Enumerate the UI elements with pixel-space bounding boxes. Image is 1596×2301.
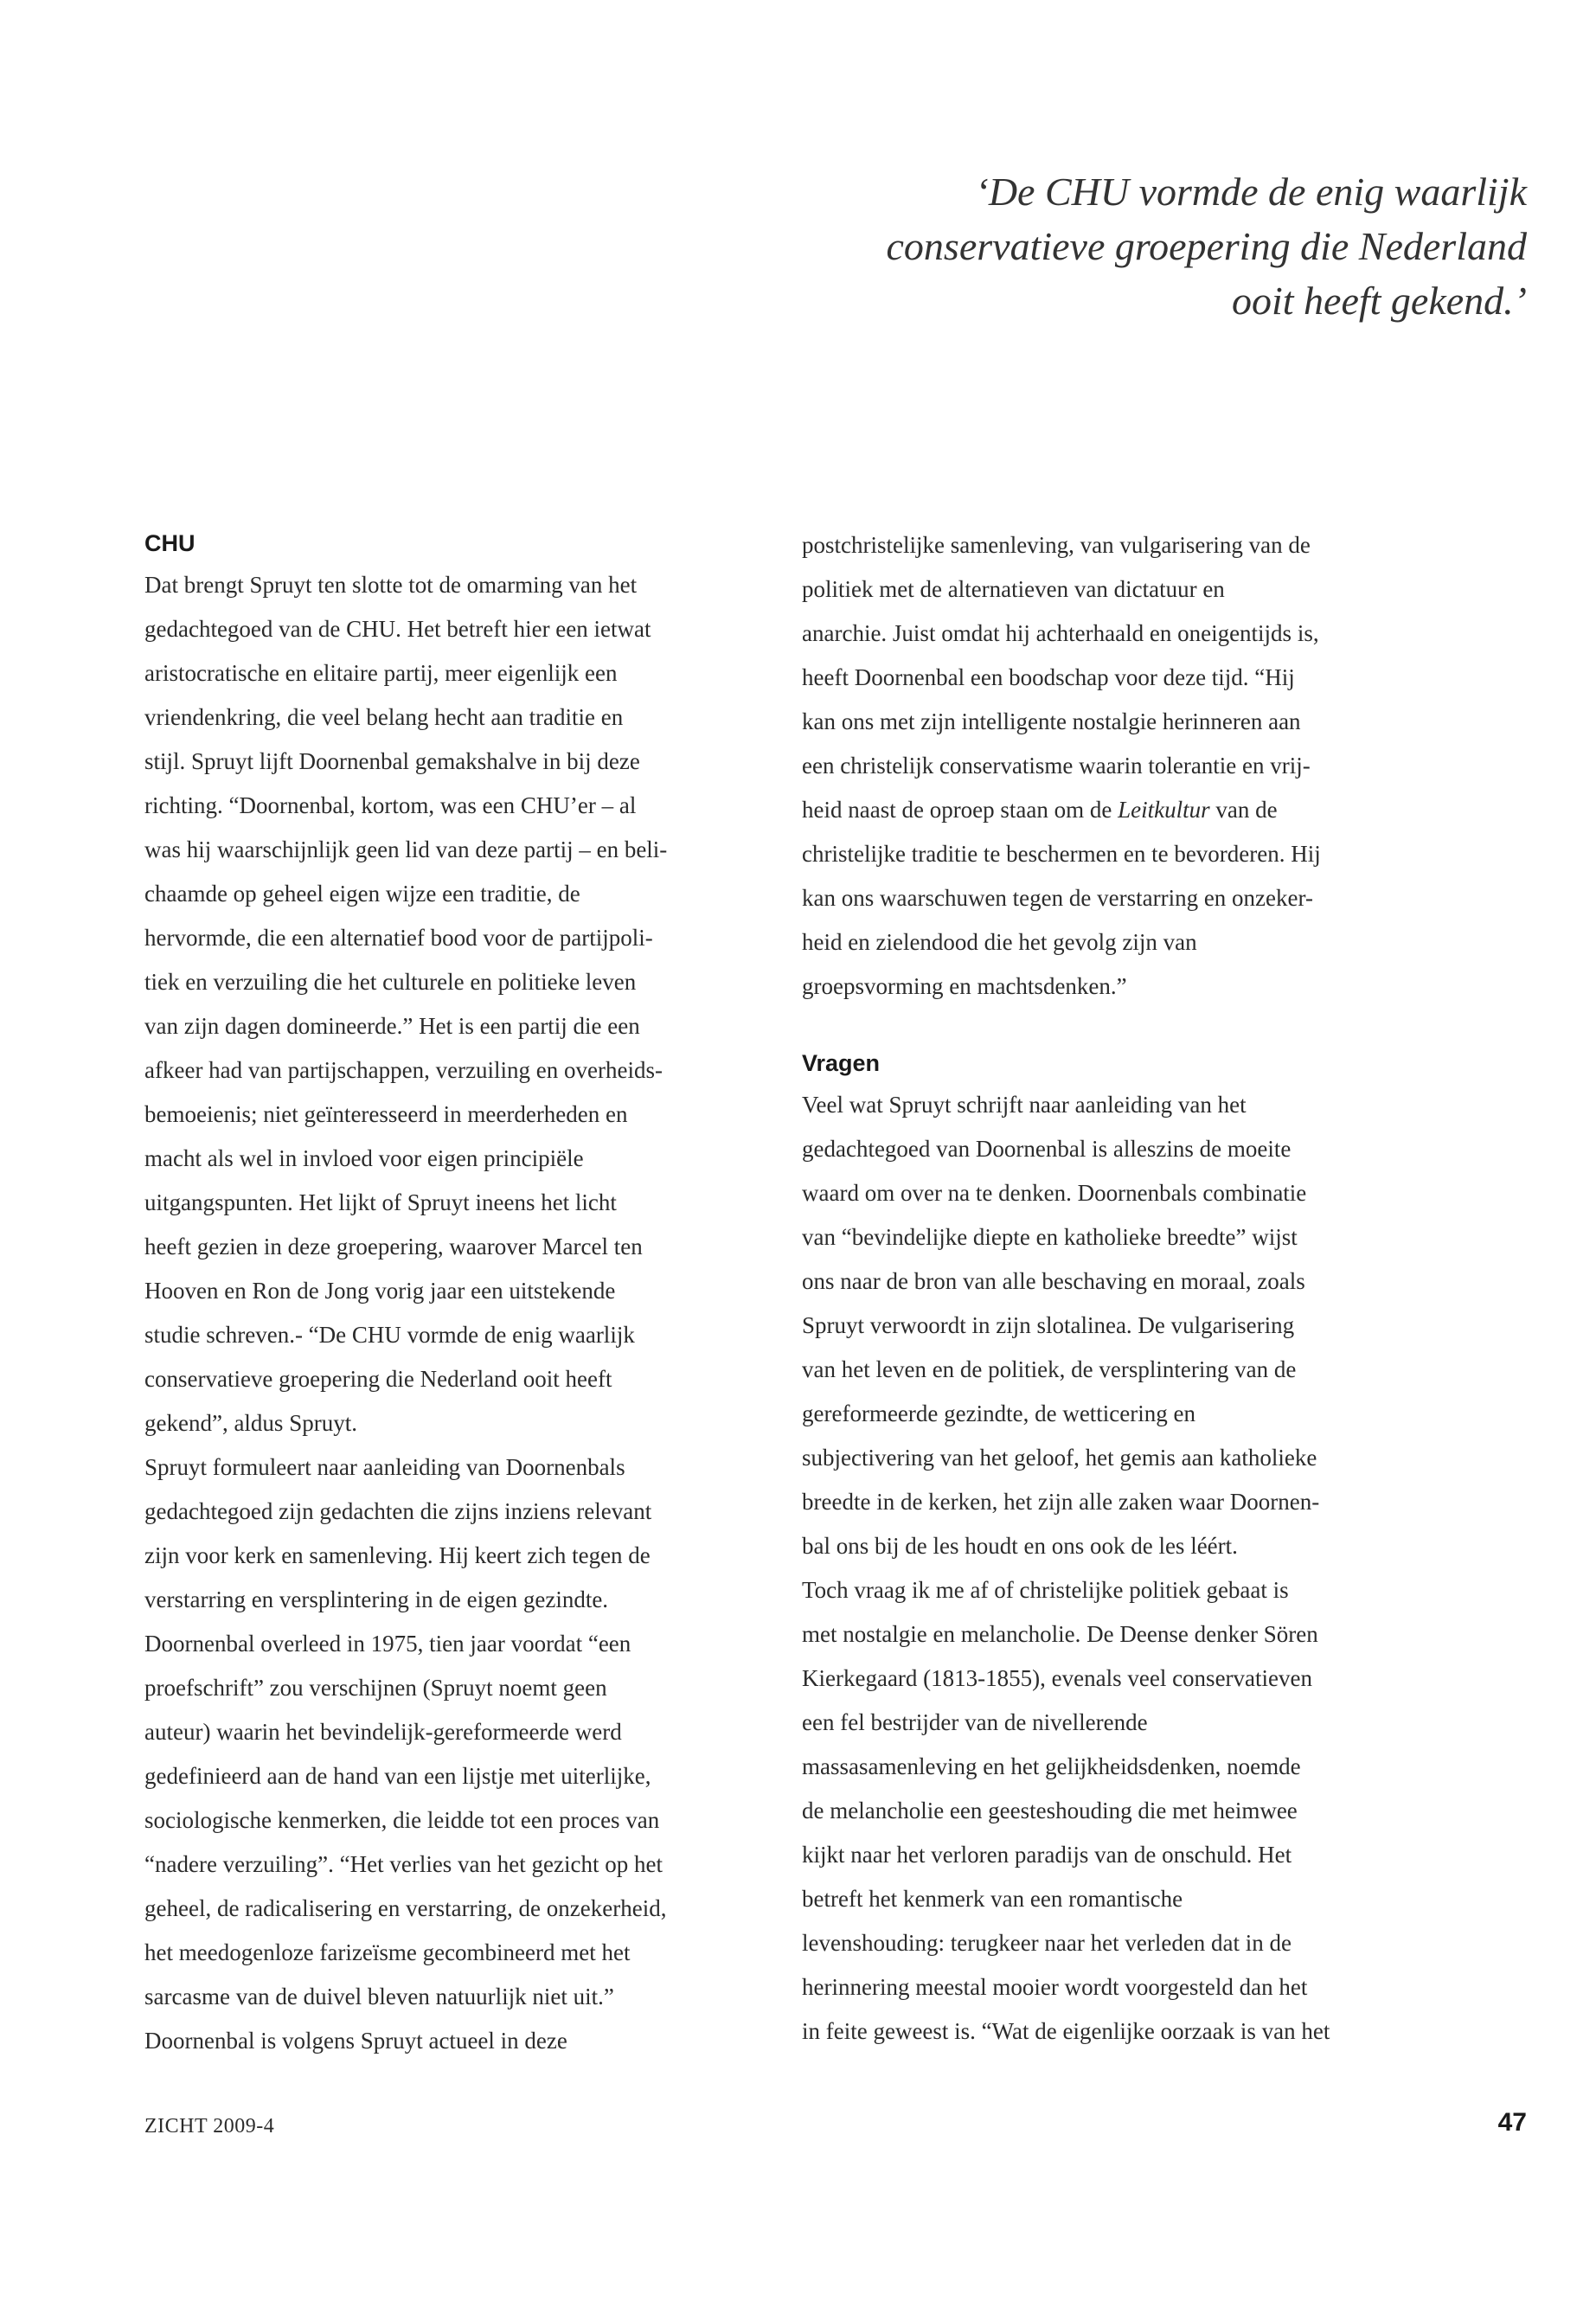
- section-heading-vragen: Vragen: [802, 1050, 881, 1076]
- text-line: een fel bestrijder van de nivellerende: [802, 1709, 1148, 1735]
- text-fragment: van de: [1209, 797, 1278, 823]
- text-line: Veel wat Spruyt schrijft naar aanleiding van het: [802, 1092, 1247, 1118]
- text-line: heeft gezien in deze groepering, waarover Marcel ten: [144, 1234, 643, 1259]
- text-line: Doornenbal is volgens Spruyt actueel in deze: [144, 2028, 567, 2054]
- pull-quote-line: ooit heeft gekend.’: [1231, 279, 1527, 323]
- text-fragment: heid naast de oproep staan om de: [802, 797, 1118, 823]
- text-line: uitgangspunten. Het lijkt of Spruyt ineens het licht: [144, 1189, 617, 1215]
- text-line: Doornenbal overleed in 1975, tien jaar voordat “een: [144, 1631, 631, 1657]
- text-line: Hooven en Ron de Jong vorig jaar een uitstekende: [144, 1278, 616, 1304]
- text-line: ons naar de bron van alle beschaving en moraal, zoals: [802, 1268, 1305, 1294]
- text-line: gedachtegoed zijn gedachten die zijns inziens relevant: [144, 1498, 652, 1524]
- text-line: studie schreven.- “De CHU vormde de enig waarlijk: [144, 1322, 635, 1348]
- text-line-with-italic: [802, 788, 1407, 832]
- text-line: postchristelijke samenleving, van vulgarisering van de: [802, 532, 1311, 558]
- text-line: Toch vraag ik me af of christelijke politiek gebaat is: [802, 1577, 1289, 1603]
- text-line: conservatieve groepering die Nederland ooit heeft: [144, 1366, 612, 1392]
- page-number: 47: [1497, 2108, 1527, 2137]
- text-line: zijn voor kerk en samenleving. Hij keert zich tegen de: [144, 1542, 651, 1568]
- text-line: van zijn dagen domineerde.” Het is een partij die een: [144, 1013, 640, 1039]
- text-line: vriendenkring, die veel belang hecht aan traditie en: [144, 704, 624, 730]
- text-line: subjectivering van het geloof, het gemis aan katholieke: [802, 1445, 1317, 1471]
- text-line: het meedogenloze farizeïsme gecombineerd met het: [144, 1939, 631, 1965]
- text-line: bemoeienis; niet geïnteresseerd in meerderheden en: [144, 1101, 628, 1127]
- text-line: een christelijk conservatisme waarin tolerantie en vrij-: [802, 753, 1311, 779]
- text-line: kan ons waarschuwen tegen de verstarring en onzeker-: [802, 885, 1313, 911]
- text-line: gereformeerde gezindte, de wetticering en: [802, 1400, 1196, 1426]
- text-line: levenshouding: terugkeer naar het verleden dat in de: [802, 1930, 1292, 1956]
- text-line: groepsvorming en machtsdenken.”: [802, 973, 1127, 999]
- text-line: gekend”, aldus Spruyt.: [144, 1410, 357, 1436]
- section-heading-chu: CHU: [144, 530, 195, 556]
- text-line: gedachtegoed van de CHU. Het betreft hier een ietwat: [144, 616, 651, 642]
- text-line: sociologische kenmerken, die leidde tot een proces van: [144, 1807, 660, 1833]
- pull-quote-line: ‘De CHU vormde de enig waarlijk: [975, 170, 1527, 214]
- text-line: aristocratische en elitaire partij, meer eigenlijk een: [144, 660, 618, 686]
- text-line: anarchie. Juist omdat hij achterhaald en oneigentijds is,: [802, 620, 1319, 646]
- text-line: van het leven en de politiek, de versplintering van de: [802, 1356, 1297, 1382]
- text-line: sarcasme van de duivel bleven natuurlijk niet uit.”: [144, 1984, 614, 2009]
- text-line: breedte in de kerken, het zijn alle zaken waar Doornen-: [802, 1489, 1320, 1515]
- text-line: massasamenleving en het gelijkheidsdenken, noemde: [802, 1753, 1301, 1779]
- right-column-body: [802, 1083, 1407, 2054]
- text-line: auteur) waarin het bevindelijk-gereformeerde werd: [144, 1719, 622, 1745]
- right-column-intro-paragraph: [802, 523, 1407, 1009]
- text-line: stijl. Spruyt lijft Doornenbal gemakshalve in bij deze: [144, 748, 640, 774]
- text-line: hervormde, die een alternatief bood voor de partijpoli-: [144, 925, 653, 951]
- pull-quote: [748, 164, 1527, 328]
- text-line: gedefinieerd aan de hand van een lijstje met uiterlijke,: [144, 1763, 651, 1789]
- text-line: christelijke traditie te beschermen en te bevorderen. Hij: [802, 841, 1321, 867]
- text-line: betreft het kenmerk van een romantische: [802, 1886, 1183, 1912]
- text-line: herinnering meestal mooier wordt voorgesteld dan het: [802, 1974, 1308, 2000]
- text-line: Spruyt verwoordt in zijn slotalinea. De vulgarisering: [802, 1312, 1295, 1338]
- text-line: de melancholie een geesteshouding die met heimwee: [802, 1798, 1298, 1823]
- text-line: heeft Doornenbal een boodschap voor deze tijd. “Hij: [802, 664, 1295, 690]
- right-column: [802, 523, 1407, 2054]
- text-line: Kierkegaard (1813-1855), evenals veel conservatieven: [802, 1665, 1312, 1691]
- text-line: waard om over na te denken. Doornenbals combinatie: [802, 1180, 1307, 1206]
- journal-footer: ZICHT 2009-4: [144, 2115, 275, 2138]
- text-line: kan ons met zijn intelligente nostalgie herinneren aan: [802, 708, 1301, 734]
- text-line: afkeer had van partijschappen, verzuiling en overheids-: [144, 1057, 663, 1083]
- text-line: proefschrift” zou verschijnen (Spruyt noemt geen: [144, 1675, 607, 1701]
- text-line: met nostalgie en melancholie. De Deense denker Sören: [802, 1621, 1318, 1647]
- pull-quote-line: conservatieve groepering die Nederland: [886, 224, 1527, 268]
- text-line: heid en zielendood die het gevolg zijn van: [802, 929, 1197, 955]
- text-line: verstarring en versplintering in de eigen gezindte.: [144, 1586, 609, 1612]
- text-line: tiek en verzuiling die het culturele en politieke leven: [144, 969, 637, 995]
- text-line: kijkt naar het verloren paradijs van de onschuld. Het: [802, 1842, 1292, 1868]
- text-line: geheel, de radicalisering en verstarring, de onzekerheid,: [144, 1895, 667, 1921]
- text-line: Dat brengt Spruyt ten slotte tot de omarming van het: [144, 572, 638, 598]
- left-column-body: [144, 563, 750, 2063]
- text-line: chaamde op geheel eigen wijze een traditie, de: [144, 881, 580, 907]
- left-column: [144, 523, 750, 2063]
- text-line: macht als wel in invloed voor eigen principiële: [144, 1145, 584, 1171]
- text-line: van “bevindelijke diepte en katholieke breedte” wijst: [802, 1224, 1298, 1250]
- italic-term: Leitkultur: [1118, 797, 1210, 823]
- text-line: Spruyt formuleert naar aanleiding van Doornenbals: [144, 1454, 625, 1480]
- text-line: “nadere verzuiling”. “Het verlies van het gezicht op het: [144, 1851, 663, 1877]
- text-line: gedachtegoed van Doornenbal is alleszins de moeite: [802, 1136, 1292, 1162]
- text-line: bal ons bij de les houdt en ons ook de les léért.: [802, 1533, 1238, 1559]
- text-line: richting. “Doornenbal, kortom, was een CHU’er – al: [144, 792, 637, 818]
- text-line: politiek met de alternatieven van dictatuur en: [802, 576, 1225, 602]
- text-line: was hij waarschijnlijk geen lid van deze partij – en beli-: [144, 836, 668, 862]
- text-line: in feite geweest is. “Wat de eigenlijke oorzaak is van het: [802, 2018, 1330, 2044]
